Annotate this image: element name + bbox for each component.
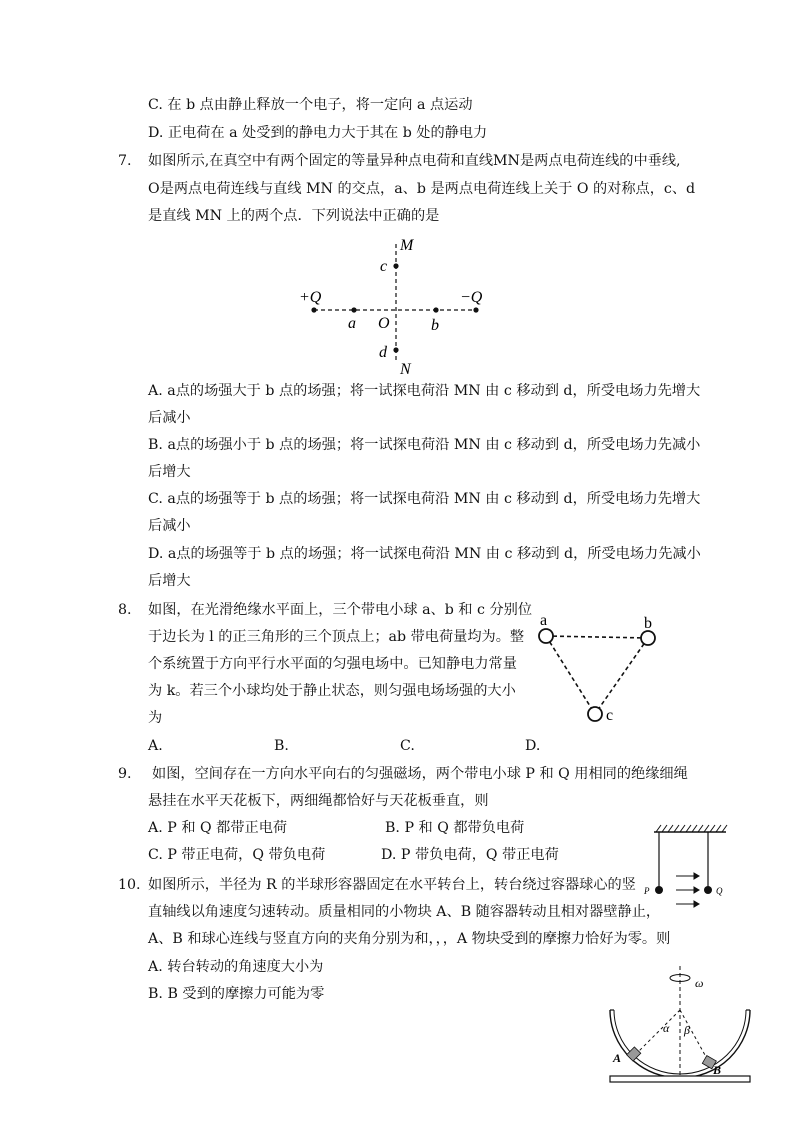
q7-c-dot (393, 263, 398, 268)
q10-option-a: A. 转台转动的角速度大小为 (148, 959, 324, 975)
q8-label-c: c (606, 707, 614, 724)
q8-ball-c (588, 707, 602, 721)
q10-label-omega: ω (695, 976, 704, 990)
q10-turntable (610, 1076, 750, 1082)
q7-option-a-line1: A. a点的场强大于 b 点的场强；将一试探电荷沿 MN 由 c 移动到 d，所受电场力先增大 (148, 383, 701, 399)
q8-stem-line3: 个系统置于方向平行水平面的匀强电场中。已知静电力常量 (148, 656, 517, 672)
q7-option-b-line2: 后增大 (148, 464, 191, 480)
q8-stem-line4: 为 k。若三个小球均处于静止状态，则匀强电场场强的大小 (148, 683, 516, 699)
q8-side-ab (546, 636, 648, 638)
q7-label-plus-q: +Q (299, 289, 322, 306)
q9-option-a: A. P 和 Q 都带正电荷 (148, 820, 288, 836)
q7-label-minus-q: −Q (460, 289, 483, 306)
q7-number: 7. (118, 153, 132, 169)
q8-option-d: D. (525, 738, 541, 754)
q8-figure-triangle (530, 608, 670, 728)
q9-label-p: P (644, 886, 650, 896)
q10-option-b: B. B 受到的摩擦力可能为零 (148, 986, 325, 1002)
q10-line-ob (680, 1010, 710, 1064)
q7-option-d-line2: 后增大 (148, 573, 191, 589)
q10-stem-line1: 如图所示，半径为 R 的半球形容器固定在水平转台上，转台绕过容器球心的竖 (148, 877, 636, 893)
q8-option-c: C. (400, 738, 415, 754)
q9-label-q: Q (716, 886, 723, 896)
q8-ball-b (641, 631, 655, 645)
q10-label-beta: β (684, 1023, 690, 1037)
q9-ball-q (704, 886, 712, 894)
q7-label-N: N (400, 361, 411, 378)
q7-option-c-line2: 后减小 (148, 518, 191, 534)
q7-label-O: O (378, 315, 390, 332)
q9-option-c: C. P 带正电荷，Q 带负电荷 (148, 847, 326, 863)
q6-option-c: C. 在 b 点由静止释放一个电子，将一定向 a 点运动 (148, 97, 473, 113)
q8-stem-line1: 如图，在光滑绝缘水平面上，三个带电小球 a、b 和 c 分别位 (148, 602, 533, 618)
q7-label-b: b (431, 317, 439, 334)
q8-stem-line2: 于边长为 l 的正三角形的三个顶点上；ab 带电荷量均为。整 (148, 629, 525, 645)
q10-label-a: A (613, 1051, 622, 1065)
q9-option-d: D. P 带负电荷，Q 带正电荷 (381, 847, 559, 863)
q8-label-a: a (540, 612, 548, 629)
q6-option-d: D. 正电荷在 a 处受到的静电力大于其在 b 处的静电力 (148, 125, 488, 141)
q9-field-arrows (676, 873, 699, 907)
q8-side-bc (595, 638, 648, 714)
q7-d-dot (393, 347, 398, 352)
q10-stem-line3: A、B 和球心连线与竖直方向的夹角分别为和，，，A 物块受到的摩擦力恰好为零。则 (148, 931, 671, 947)
q7-stem-line1: 如图所示,在真空中有两个固定的等量异种点电荷和直线MN是两点电荷连线的中垂线, (148, 153, 681, 169)
q9-stem-line1: 如图，空间存在一方向水平向右的匀强磁场，两个带电小球 P 和 Q 用相同的绝缘细绳 (152, 766, 688, 782)
q7-b-dot (433, 307, 438, 312)
q9-stem-line2: 悬挂在水平天花板下，两细绳都恰好与天花板垂直，则 (148, 793, 489, 809)
q7-option-c-line1: C. a点的场强等于 b 点的场强；将一试探电荷沿 MN 由 c 移动到 d，所受电场力先增大 (148, 491, 701, 507)
q7-figure-charges-diagram (290, 230, 500, 380)
q8-stem-line5: 为 (148, 710, 163, 726)
q8-label-b: b (644, 615, 652, 632)
q9-option-b: B. P 和 Q 都带负电荷 (385, 820, 525, 836)
q7-label-d: d (379, 344, 387, 361)
q10-number: 10. (118, 877, 141, 893)
q7-option-b-line1: B. a点的场强小于 b 点的场强；将一试探电荷沿 MN 由 c 移动到 d，所受电场力先减小 (148, 437, 701, 453)
q10-stem-line2: 直轴线以角速度匀速转动。质量相同的小物块 A、B 随容器转动且相对器壁静止， (148, 904, 661, 920)
q7-option-d-line1: D. a点的场强等于 b 点的场强；将一试探电荷沿 MN 由 c 移动到 d，所受电场力先减小 (148, 546, 701, 562)
q9-number: 9. (118, 766, 132, 782)
q8-option-b: B. (274, 738, 289, 754)
q7-plus-q-dot (311, 307, 316, 312)
q7-option-a-line2: 后减小 (148, 410, 191, 426)
q10-label-b: B (713, 1063, 722, 1077)
q7-a-dot (351, 307, 356, 312)
q8-side-ac (546, 636, 595, 714)
q10-label-alpha: α (663, 1021, 670, 1035)
q7-label-M: M (400, 237, 414, 254)
q7-minus-q-dot (473, 307, 478, 312)
q8-ball-a (539, 629, 553, 643)
q10-block-a (627, 1047, 641, 1061)
q7-label-c: c (380, 258, 388, 275)
q9-figure-hanging-balls (640, 820, 740, 910)
q9-ball-p (655, 886, 663, 894)
q9-ceiling-hatch (656, 825, 727, 832)
q10-figure-hemisphere (600, 962, 760, 1087)
q7-stem-line2: O是两点电荷连线与直线 MN 的交点，a、b 是两点电荷连线上关于 O 的对称点，c、d (148, 181, 696, 197)
q10-line-oa (634, 1010, 680, 1056)
q7-label-a: a (348, 315, 356, 332)
q7-stem-line3: 是直线 MN 上的两个点．下列说法中正确的是 (148, 208, 440, 224)
q8-option-a: A. (148, 738, 163, 754)
q8-number: 8. (118, 602, 132, 618)
